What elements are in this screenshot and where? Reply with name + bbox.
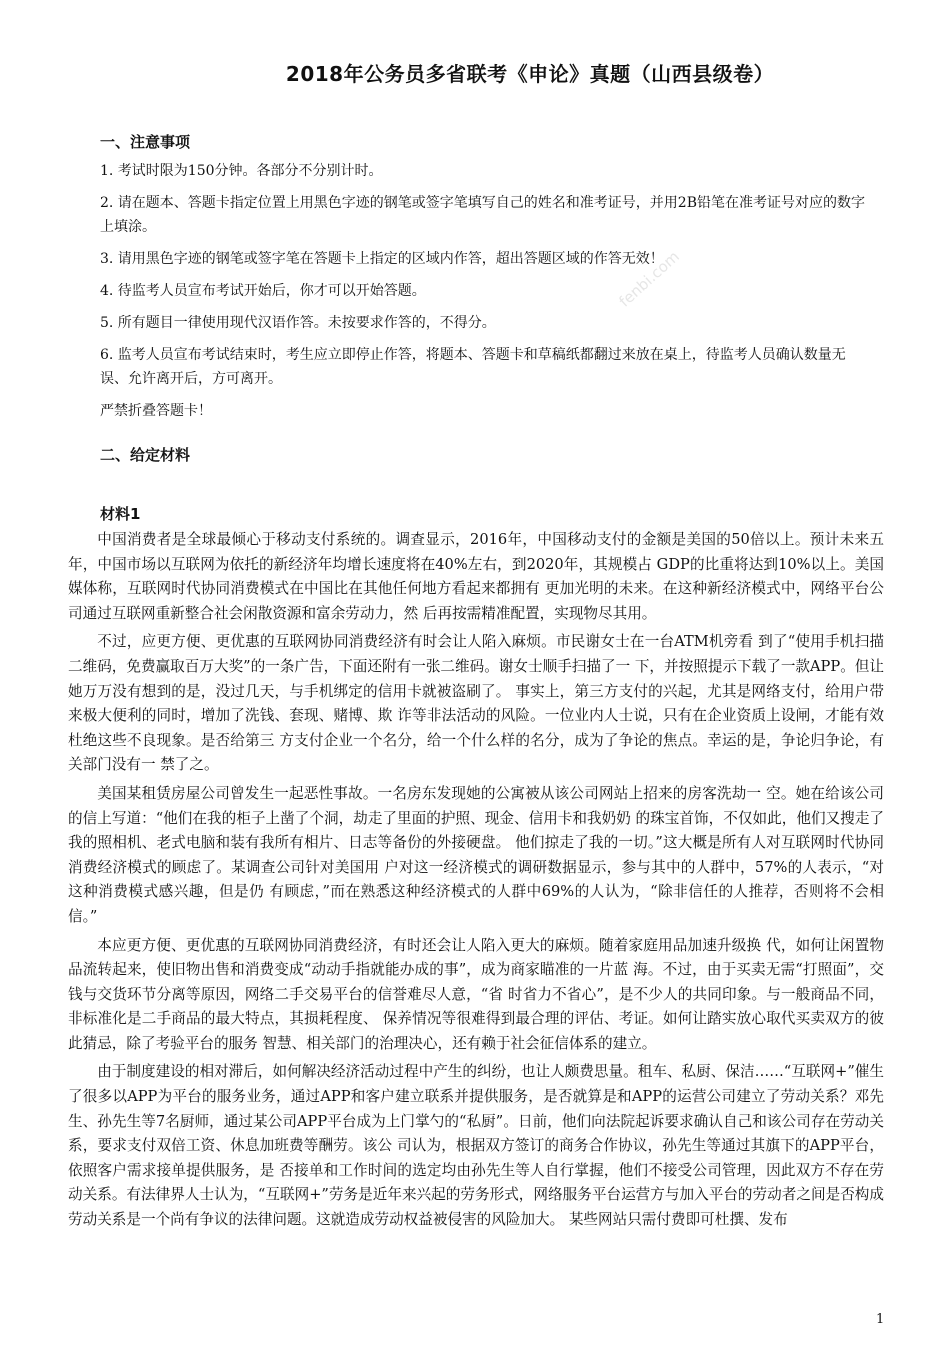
notice-heading: 一、注意事项 [100,133,191,151]
material-paragraph: 不过，应更方便、更优惠的互联网协同消费经济有时会让人陷入麻烦。市民谢女士在一台ATM机旁看 到了“使用手机扫描二维码，免费赢取百万大奖”的一条广告，下面还附有一张二维码。谢女士顺手扫描了一 下，并按照提示下载了一款APP。但让她万万没有想到的是，没过几天，与手机绑定的信用卡就被盗刷了。 事实上，第三方支付的兴起，尤其是网络支付，给用户带来极大便利的同时，增加了洗钱、套现、赌博、欺 诈等非法活动的风险。一位业内人士说，只有在企业资质上设闸，才能有效杜绝这些不良现象。是否给第三 方支付企业一个名分，给一个什么样的名分，成为了争论的焦点。幸运的是，争论归争论，有关部门没有一 禁了之。 [68,633,884,774]
notice-list [100,159,870,431]
material-label: 材料1 [100,505,141,523]
notice-item: 4. 待监考人员宣布考试开始后，你才可以开始答题。 [100,283,426,299]
notice-item: 3. 请用黑色字迹的钢笔或签字笔在答题卡上指定的区域内作答，超出答题区域的作答无效！ [100,251,664,267]
notice-item: 1. 考试时限为150分钟。各部分不分别计时。 [100,163,383,179]
page-number: 1 [876,1312,885,1327]
notice-item: 5. 所有题目一律使用现代汉语作答。未按要求作答的，不得分。 [100,315,496,331]
material-paragraph: 美国某租赁房屋公司曾发生一起恶性事故。一名房东发现她的公寓被从该公司网站上招来的房客洗劫一 空。她在给该公司的信上写道：“他们在我的柜子上凿了个洞，劫走了里面的护照、现金、信用卡和我奶奶 的珠宝首饰，不仅如此，他们又搜走了我的照相机、老式电脑和装有我所有相片、日志等备份的外接硬盘。 他们掠走了我的一切。”这大概是所有人对互联网时代协同消费经济模式的顾虑了。某调查公司针对美国用 户对这一经济模式的调研数据显示，参与其中的人群中，57%的人表示，“对这种消费模式感兴趣，但是仍 有顾虑，”而在熟悉这种经济模式的人群中69%的人认为，“除非信任的人推荐，否则将不会相信。” [68,784,884,925]
watermark: fenbi.com [615,247,683,311]
notice-item-text: 2. 请在题本、答题卡指定位置上用黑色字迹的钢笔或签字笔填写自己的姓名和准考证号，并用2B铅笔在准考证号对应的数字上填涂。 [100,195,865,235]
notice-warning: 严禁折叠答题卡！ [100,403,212,419]
notice-item [100,191,870,239]
material-paragraph: 中国消费者是全球最倾心于移动支付系统的。调查显示，2016年，中国移动支付的金额是美国的50倍以上。预计未来五年，中国市场以互联网为依托的新经济年均增长速度将在40%左右，到2020年，其规模占 GDP的比重将达到10%以上。美国媒体称，互联网时代协同消费模式在中国比在其他任何地方看起来都拥有 更加光明的未来。在这种新经济模式中，网络平台公司通过互联网重新整合社会闲散资源和富余劳动力，然 后再按需精准配置，实现物尽其用。 [68,531,884,622]
material-paragraph: 本应更方便、更优惠的互联网协同消费经济，有时还会让人陷入更大的麻烦。随着家庭用品加速升级换 代，如何让闲置物品流转起来，使旧物出售和消费变成“动动手指就能办成的事”，成为商家瞄准的一片蓝 海。不过，由于买卖无需“打照面”，交钱与交货环节分离等原因，网络二手交易平台的信誉难尽人意，“省 时省力不省心”，是不少人的共同印象。与一般商品不同，非标准化是二手商品的最大特点，其损耗程度、 保养情况等很难得到最合理的评估、考证。如何让踏实放心取代买卖双方的彼此猜忌，除了考验平台的服务 智慧、相关部门的治理决心，还有赖于社会征信体系的建立。 [68,936,884,1052]
materials-heading: 二、给定材料 [100,446,191,464]
page-title: 2018年公务员多省联考《申论》真题（山西县级卷） [285,62,775,86]
notice-item: 6. 监考人员宣布考试结束时，考生应立即停止作答，将题本、答题卡和草稿纸都翻过来放在桌上，待监考人员确认数量无误、允许离开后，方可离开。 [100,347,846,387]
material-paragraph: 由于制度建设的相对滞后，如何解决经济活动过程中产生的纠纷，也让人颇费思量。租车、私厨、保洁……“互联网+”催生了很多以APP为平台的服务业务，通过APP和客户建立联系并提供服务，是否就算是和APP的运营公司建立了劳动关系？邓先生、孙先生等7名厨师，通过某公司APP平台成为上门掌勺的“私厨”。日前，他们向法院起诉要求确认自己和该公司存在劳动关系，要求支付双倍工资、休息加班费等酬劳。该公 司认为，根据双方签订的商务合作协议，孙先生等通过其旗下的APP平台，依照客户需求接单提供服务，是 否接单和工作时间的选定均由孙先生等人自行掌握，他们不接受公司管理，因此双方不存在劳动关系。有法律界人士认为，“互联网+”劳务是近年来兴起的劳务形式，网络服务平台运营方与加入平台的劳动者之间是否构成劳动关系是一个尚有争议的法律问题。这就造成劳动权益被侵害的风险加大。 某些网站只需付费即可杜撰、发布 [68,1063,884,1229]
material-body [68,528,884,1237]
